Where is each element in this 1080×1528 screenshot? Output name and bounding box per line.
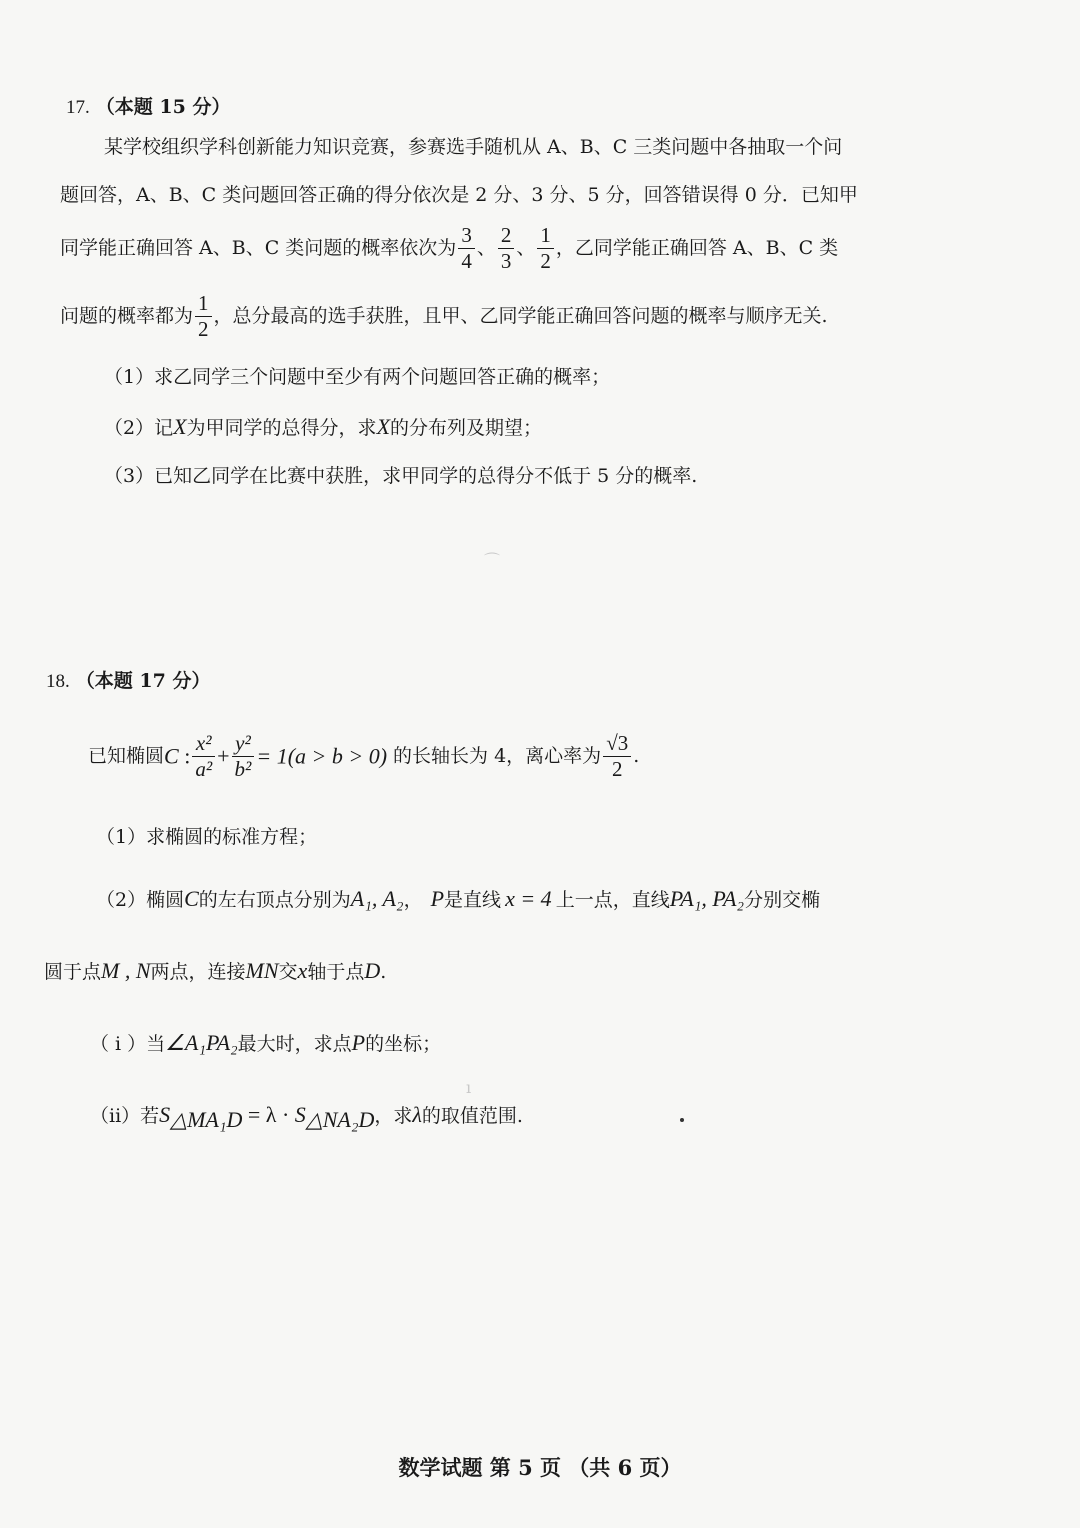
fraction-y2-b2: $\frac{\text{y²}}{\text{b²}}$	[232, 732, 255, 781]
q17-line3: 同学能正确回答 A、B、C 类问题的概率依次为 $\frac{3}{4}$ 、 $\frac{2}{3}$ 、 $\frac{1}{2}$ ，乙同学能正确回答 A、B、C 类	[60, 223, 839, 274]
q18-part2-line2: 圆于点M , N两点，连接MN交x轴于点D.	[44, 958, 387, 983]
q17-number: 17.	[66, 97, 90, 118]
scan-smudge: ⌒	[484, 551, 501, 570]
q17-part1: （1）求乙同学三个问题中至少有两个问题回答正确的概率；	[104, 366, 611, 388]
q18-part1: （1）求椭圆的标准方程；	[96, 826, 318, 848]
q17-part3: （3）已知乙同学在比赛中获胜，求甲同学的总得分不低于 5 分的概率.	[104, 465, 698, 487]
q17-line1: 某学校组织学科创新能力知识竞赛，参赛选手随机从 A、B、C 三类问题中各抽取一个问	[104, 136, 843, 158]
scan-mark: ı	[466, 1078, 472, 1097]
q17-line2: 题回答，A、B、C 类问题回答正确的得分依次是 2 分、3 分、5 分，回答错误得 0 分．已知甲	[60, 184, 858, 206]
fraction-1-2: $\frac{1}{2}$	[537, 224, 554, 273]
fraction-x2-a2: $\frac{\text{x²}}{\text{a²}}$	[192, 732, 215, 781]
q17-header	[66, 98, 230, 117]
fraction-3-4: $\frac{3}{4}$	[458, 224, 475, 273]
scan-speck	[680, 1118, 684, 1122]
q18-header	[46, 672, 210, 691]
q18-number: 18.	[46, 671, 70, 692]
q18-score: （本题 17 分）	[75, 670, 211, 692]
q18-part2-line1: （2）椭圆C的左右顶点分别为A₁, A₂， P是直线 x = 4 上一点，直线PA₁, PA₂分别交椭	[96, 886, 821, 911]
fraction-1-2b: $\frac{1}{2}$	[195, 292, 212, 341]
q18-stem: 已知椭圆C : $\frac{\text{x²}}{\text{a²}}$ + $\frac{\text{y²}}{\text{b²}}$ = 1(a > b > 0) 的长轴长为 4，离心率为 $\frac{√3}{2}$ .	[88, 731, 640, 782]
q17-line4: 问题的概率都为 $\frac{1}{2}$ ，总分最高的选手获胜，且甲、乙同学能正确回答问题的概率与顺序无关.	[60, 291, 828, 342]
q17-score: （本题 15 分）	[95, 96, 231, 118]
fraction-sqrt3-2: $\frac{√3}{2}$	[603, 732, 631, 781]
q18-sub-i: （ i ）当∠A₁PA₂最大时，求点P的坐标；	[90, 1030, 442, 1055]
fraction-2-3: $\frac{2}{3}$	[498, 224, 515, 273]
q18-sub-ii: （ii）若$S_{\triangle MA_1D} = \lambda \cdot S_{\triangle NA_2D}$，求λ的取值范围.	[90, 1102, 523, 1132]
page-footer: 数学试题 第 5 页 （共 6 页）	[398, 1455, 682, 1480]
q17-part2: （2）记X为甲同学的总得分，求X的分布列及期望；	[104, 414, 543, 439]
